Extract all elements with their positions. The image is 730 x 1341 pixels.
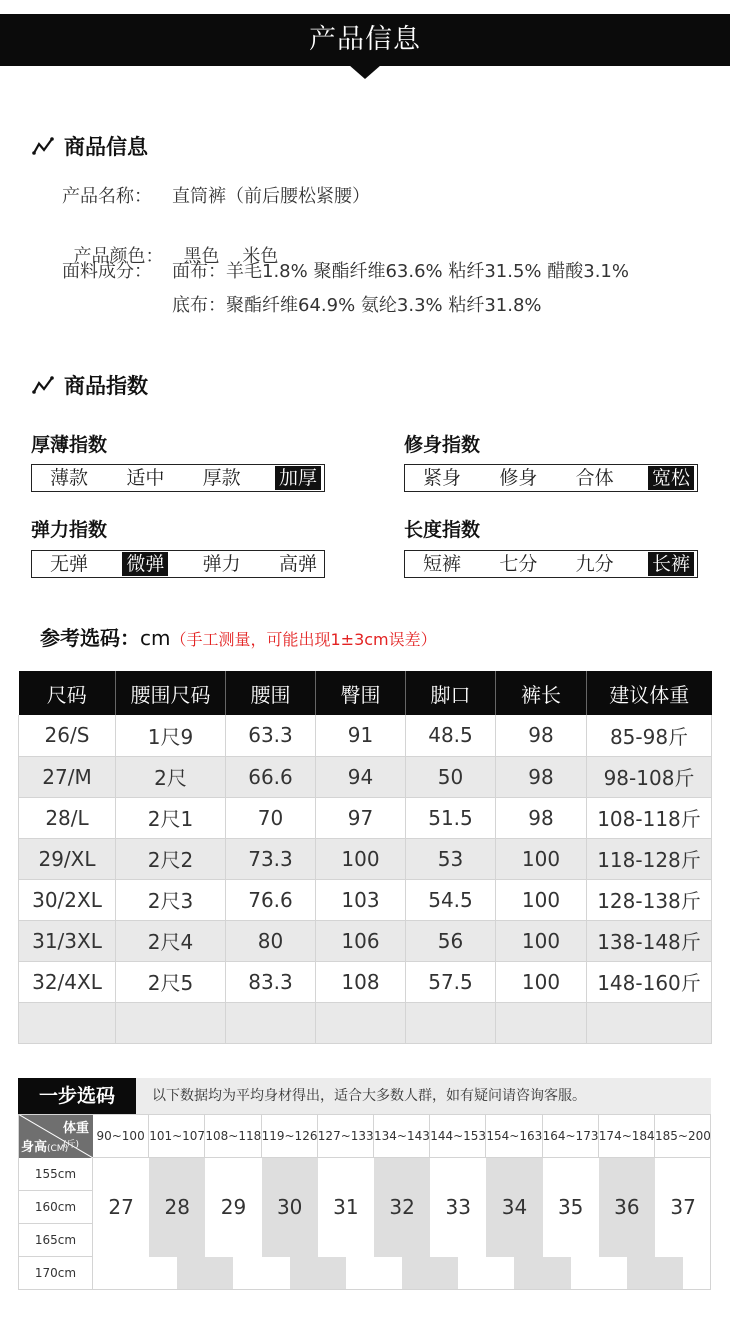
column-header: 臀围 [316, 671, 406, 715]
table-cell: 54.5 [406, 879, 496, 920]
table-cell: 66.6 [226, 756, 316, 797]
table-cell: 138-148斤 [587, 920, 712, 961]
index-scale-length [404, 550, 698, 578]
height-row-label: 170cm [18, 1257, 93, 1290]
section-heading-info [32, 131, 148, 161]
table-row [19, 715, 712, 756]
index-title-stretch: 弹力指数 [31, 519, 108, 541]
table-cell: 50 [406, 756, 496, 797]
stair-step [599, 1257, 627, 1290]
reference-unit: cm [140, 626, 171, 650]
size-table-header [19, 671, 712, 715]
index-title-length: 长度指数 [404, 519, 481, 541]
table-row [19, 838, 712, 879]
column-header: 尺码 [19, 671, 116, 715]
height-row-label: 165cm [18, 1224, 93, 1257]
table-cell: 2尺4 [116, 920, 226, 961]
table-cell: 83.3 [226, 961, 316, 1002]
weight-range-header: 108~118 [205, 1114, 261, 1158]
weight-range-header: 119~126 [262, 1114, 318, 1158]
index-title-thickness: 厚薄指数 [31, 434, 108, 456]
index-option: 适中 [126, 467, 165, 489]
index-option: 短裤 [423, 553, 462, 575]
table-cell: 48.5 [406, 715, 496, 756]
index-option: 厚款 [202, 467, 241, 489]
table-cell: 100 [496, 879, 587, 920]
index-option: 紧身 [423, 467, 462, 489]
banner-title: 产品信息 [309, 24, 421, 55]
weight-range-header: 90~100 [93, 1114, 149, 1158]
info-row-name [62, 182, 370, 208]
info-value: 直筒裤（前后腰松紧腰） [172, 186, 370, 207]
height-row-label: 155cm [18, 1158, 93, 1191]
index-scale-stretch [31, 550, 325, 578]
trend-icon [32, 136, 56, 156]
weight-height-size-grid [18, 1114, 711, 1290]
recommended-size: 37 [670, 1195, 696, 1219]
index-option: 弹力 [202, 553, 241, 575]
recommended-size: 27 [108, 1195, 134, 1219]
table-cell: 80 [226, 920, 316, 961]
stair-step [149, 1257, 177, 1290]
trend-icon [32, 375, 56, 395]
table-cell: 100 [496, 920, 587, 961]
banner-arrow [349, 65, 381, 79]
recommended-size: 30 [276, 1195, 303, 1219]
table-cell: 53 [406, 838, 496, 879]
stair-step [262, 1257, 290, 1290]
size-table [18, 671, 712, 1044]
info-label: 面料成分： [62, 261, 152, 282]
index-option: 薄款 [50, 467, 89, 489]
info-row-material [62, 257, 629, 283]
table-row [19, 879, 712, 920]
stair-step [318, 1257, 346, 1290]
info-label: 产品颜色： [73, 246, 164, 267]
recommended-size: 29 [220, 1195, 247, 1219]
table-cell: 30/2XL [19, 879, 116, 920]
recommended-size: 32 [389, 1195, 415, 1219]
stair-step [655, 1257, 683, 1290]
table-cell: 94 [316, 756, 406, 797]
section-heading-index [32, 370, 148, 400]
table-cell: 118-128斤 [587, 838, 712, 879]
table-cell: 26/S [19, 715, 116, 756]
table-cell: 91 [316, 715, 406, 756]
table-cell: 2尺5 [116, 961, 226, 1002]
table-cell: 51.5 [406, 797, 496, 838]
weight-range-header: 154~163 [486, 1114, 542, 1158]
table-cell: 100 [496, 961, 587, 1002]
weight-range-header: 127~133 [318, 1114, 374, 1158]
info-value: 底布：聚酯纤维64.9% 氨纶3.3% 粘纤31.8% [172, 295, 542, 316]
index-option: 九分 [575, 553, 614, 575]
table-cell: 56 [406, 920, 496, 961]
stair-step [543, 1257, 571, 1290]
table-cell: 148-160斤 [587, 961, 712, 1002]
table-cell: 63.3 [226, 715, 316, 756]
table-cell: 100 [316, 838, 406, 879]
column-header: 腰围 [226, 671, 316, 715]
table-cell: 106 [316, 920, 406, 961]
recommended-size: 34 [501, 1195, 528, 1219]
table-cell: 108-118斤 [587, 797, 712, 838]
table-cell: 2尺 [116, 756, 226, 797]
corner-height-label: 身高(CM) [21, 1140, 69, 1155]
index-option: 修身 [499, 467, 538, 489]
table-row [19, 1002, 712, 1043]
recommended-size: 36 [614, 1195, 640, 1219]
table-row [19, 920, 712, 961]
table-cell: 108 [316, 961, 406, 1002]
stair-step [205, 1257, 233, 1290]
stair-step [486, 1257, 514, 1290]
table-cell: 2尺3 [116, 879, 226, 920]
table-cell: 97 [316, 797, 406, 838]
table-cell: 28/L [19, 797, 116, 838]
table-cell: 98-108斤 [587, 756, 712, 797]
table-cell: 31/3XL [19, 920, 116, 961]
table-cell: 73.3 [226, 838, 316, 879]
table-cell: 2尺1 [116, 797, 226, 838]
reference-note: （手工测量，可能出现1±3cm误差） [170, 630, 437, 649]
info-row-lining [62, 291, 542, 317]
height-row-label: 160cm [18, 1191, 93, 1224]
reference-label: 参考选码： [40, 626, 140, 650]
info-label: 产品名称： [62, 186, 152, 207]
table-row [19, 961, 712, 1002]
column-header: 腰围尺码 [116, 671, 226, 715]
section-heading-text: 商品指数 [64, 374, 148, 398]
index-scale-thickness [31, 464, 325, 492]
index-option-selected: 宽松 [648, 466, 694, 490]
table-cell: 57.5 [406, 961, 496, 1002]
table-cell [496, 1002, 587, 1043]
recommended-size: 28 [164, 1195, 190, 1219]
stair-step [374, 1257, 402, 1290]
step-label: 一步选码 [18, 1078, 136, 1114]
table-cell [316, 1002, 406, 1043]
table-cell: 29/XL [19, 838, 116, 879]
table-cell: 128-138斤 [587, 879, 712, 920]
index-option: 高弹 [278, 553, 317, 575]
table-cell: 27/M [19, 756, 116, 797]
table-cell [116, 1002, 226, 1043]
weight-range-header: 185~200 [655, 1114, 711, 1158]
size-reference-line [40, 622, 437, 651]
table-cell: 85-98斤 [587, 715, 712, 756]
index-option-selected: 长裤 [648, 552, 694, 576]
weight-range-header: 144~153 [430, 1114, 486, 1158]
recommended-size: 35 [557, 1195, 584, 1219]
table-cell: 103 [316, 879, 406, 920]
info-value: 黑色 米色 [183, 246, 279, 267]
step-note: 以下数据均为平均身材得出，适合大多数人群，如有疑问请咨询客服。 [152, 1088, 586, 1104]
recommended-size: 33 [445, 1195, 471, 1219]
section-heading-text: 商品信息 [64, 135, 148, 159]
table-cell: 32/4XL [19, 961, 116, 1002]
index-scale-fit [404, 464, 698, 492]
index-option-selected: 加厚 [275, 466, 321, 490]
column-header: 建议体重 [587, 671, 712, 715]
table-cell: 2尺2 [116, 838, 226, 879]
table-cell [406, 1002, 496, 1043]
table-row [19, 756, 712, 797]
weight-range-header: 174~184 [599, 1114, 655, 1158]
table-cell [226, 1002, 316, 1043]
table-cell: 1尺9 [116, 715, 226, 756]
column-header: 脚口 [406, 671, 496, 715]
table-cell [587, 1002, 712, 1043]
index-option: 合体 [575, 467, 614, 489]
stair-step [430, 1257, 458, 1290]
recommended-size: 31 [333, 1195, 359, 1219]
table-cell: 70 [226, 797, 316, 838]
table-cell: 76.6 [226, 879, 316, 920]
corner-weight-label: 体重 (斤) [62, 1121, 89, 1150]
table-cell: 98 [496, 797, 587, 838]
table-cell: 98 [496, 756, 587, 797]
weight-range-header: 134~143 [374, 1114, 430, 1158]
info-value: 面布：羊毛1.8% 聚酯纤维63.6% 粘纤31.5% 醋酸3.1% [172, 261, 629, 282]
column-header: 裤长 [496, 671, 587, 715]
index-title-fit: 修身指数 [404, 434, 481, 456]
table-cell: 100 [496, 838, 587, 879]
weight-range-header: 101~107 [149, 1114, 205, 1158]
weight-range-header: 164~173 [543, 1114, 599, 1158]
index-option-selected: 微弹 [122, 552, 168, 576]
index-option: 无弹 [50, 553, 89, 575]
table-row [19, 797, 712, 838]
table-cell [19, 1002, 116, 1043]
index-option: 七分 [499, 553, 538, 575]
grid-corner [18, 1114, 93, 1158]
table-cell: 98 [496, 715, 587, 756]
